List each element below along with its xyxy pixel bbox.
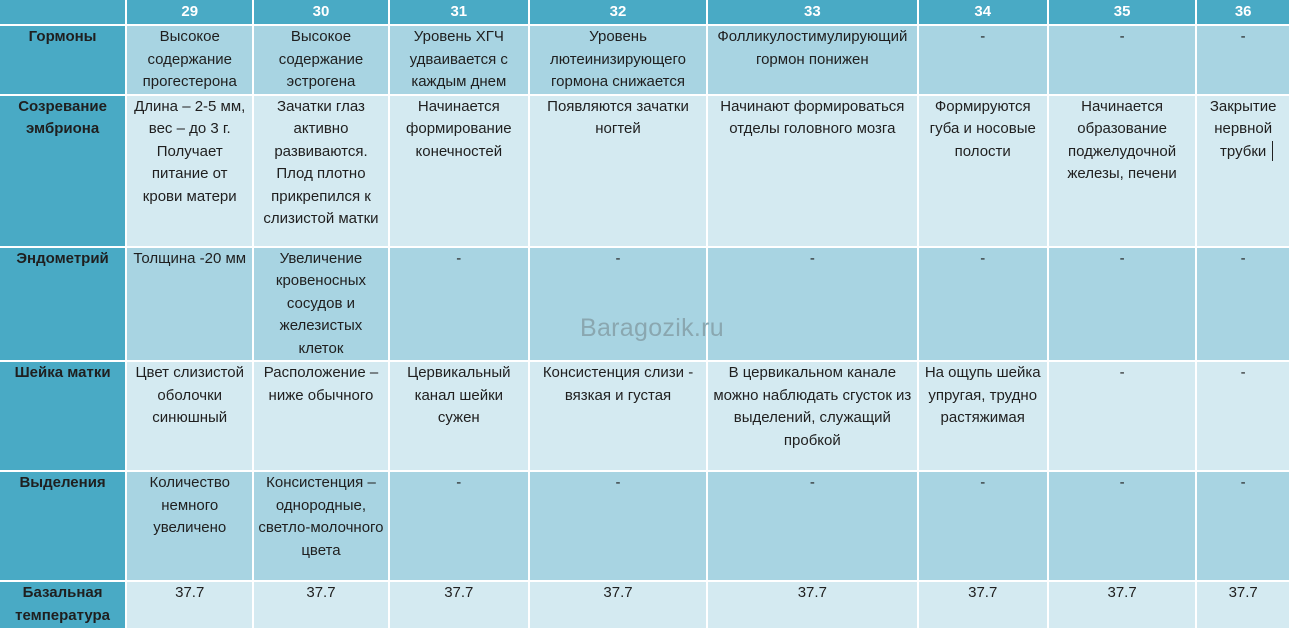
table-cell: Уровень ХГЧ удваивается с каждым днем <box>390 26 528 94</box>
week-header: 35 <box>1049 0 1196 24</box>
week-header: 32 <box>530 0 706 24</box>
table-cell: Цвет слизистой оболочки синюшный <box>127 362 252 470</box>
week-header: 34 <box>919 0 1047 24</box>
table-cell: - <box>919 248 1047 361</box>
week-header: 36 <box>1197 0 1289 24</box>
table-cell: - <box>708 248 917 361</box>
table-cell: - <box>708 472 917 580</box>
table-cell: - <box>1049 362 1196 470</box>
table-cell: Толщина -20 мм <box>127 248 252 361</box>
week-header: 30 <box>254 0 387 24</box>
table-cell: 37.7 <box>919 582 1047 628</box>
table-cell: 37.7 <box>530 582 706 628</box>
week-header: 31 <box>390 0 528 24</box>
table-cell: 37.7 <box>390 582 528 628</box>
table-cell: - <box>1197 362 1289 470</box>
table-cell: Количество немного увеличено <box>127 472 252 580</box>
row-endometrium <box>0 248 1289 361</box>
table-cell: - <box>1197 26 1289 94</box>
row-hormones <box>0 26 1289 94</box>
table-cell: Начинают формироваться отделы головного мозга <box>708 96 917 246</box>
table-cell: 37.7 <box>1049 582 1196 628</box>
row-embryo <box>0 96 1289 246</box>
table-cell: Консистенция слизи - вязкая и густая <box>530 362 706 470</box>
header-corner <box>0 0 125 24</box>
table-cell: 37.7 <box>127 582 252 628</box>
table-cell: Уровень лютеинизирующего гормона снижается <box>530 26 706 94</box>
table-cell: Закрытие нервной трубки <box>1197 96 1289 246</box>
row-discharge <box>0 472 1289 580</box>
text-cursor <box>1272 141 1273 161</box>
table-cell: Появляются зачатки ногтей <box>530 96 706 246</box>
table-cell: Зачатки глаз активно развиваются. Плод плотно прикрепился к слизистой матки <box>254 96 387 246</box>
table-cell: - <box>1049 248 1196 361</box>
table-cell: Начинается образование поджелудочной железы, печени <box>1049 96 1196 246</box>
table-cell: Длина – 2-5 мм, вес – до 3 г. Получает питание от крови матери <box>127 96 252 246</box>
table-cell: 37.7 <box>708 582 917 628</box>
table-cell: - <box>530 472 706 580</box>
table-cell: Высокое содержание прогестерона <box>127 26 252 94</box>
table-cell: 37.7 <box>254 582 387 628</box>
table-cell: Расположение – ниже обычного <box>254 362 387 470</box>
table-cell: Консистенция –однородные, светло-молочного цвета <box>254 472 387 580</box>
row-cervix <box>0 362 1289 470</box>
row-label: Гормоны <box>0 26 125 94</box>
table-cell: - <box>919 26 1047 94</box>
table-cell: - <box>390 472 528 580</box>
row-label: Эндометрий <box>0 248 125 361</box>
table-cell: Фолликулостимулирующий гормон понижен <box>708 26 917 94</box>
week-header: 29 <box>127 0 252 24</box>
table-cell: - <box>1049 472 1196 580</box>
table-cell: Начинается формирование конечностей <box>390 96 528 246</box>
table-cell: 37.7 <box>1197 582 1289 628</box>
header-row <box>0 0 1289 24</box>
table-cell: - <box>1197 248 1289 361</box>
table-cell: На ощупь шейка упругая, трудно растяжимая <box>919 362 1047 470</box>
table-cell: - <box>390 248 528 361</box>
row-label: Базальная температура <box>0 582 125 628</box>
row-label: Выделения <box>0 472 125 580</box>
row-basal-temperature <box>0 582 1289 628</box>
row-label: Шейка матки <box>0 362 125 470</box>
table-cell: Формируются губа и носовые полости <box>919 96 1047 246</box>
row-label: Созревание эмбриона <box>0 96 125 246</box>
table-cell: - <box>1197 472 1289 580</box>
watermark: Baragozik.ru <box>580 314 724 342</box>
table-cell: - <box>530 248 706 361</box>
table-cell: - <box>1049 26 1196 94</box>
week-header: 33 <box>708 0 917 24</box>
table-cell: Увеличение кровеносных сосудов и железистых клеток <box>254 248 387 361</box>
table-cell: Цервикальный канал шейки сужен <box>390 362 528 470</box>
table-cell: - <box>919 472 1047 580</box>
table-cell: В цервикальном канале можно наблюдать сгусток из выделений, служащий пробкой <box>708 362 917 470</box>
table-cell: Высокое содержание эстрогена <box>254 26 387 94</box>
